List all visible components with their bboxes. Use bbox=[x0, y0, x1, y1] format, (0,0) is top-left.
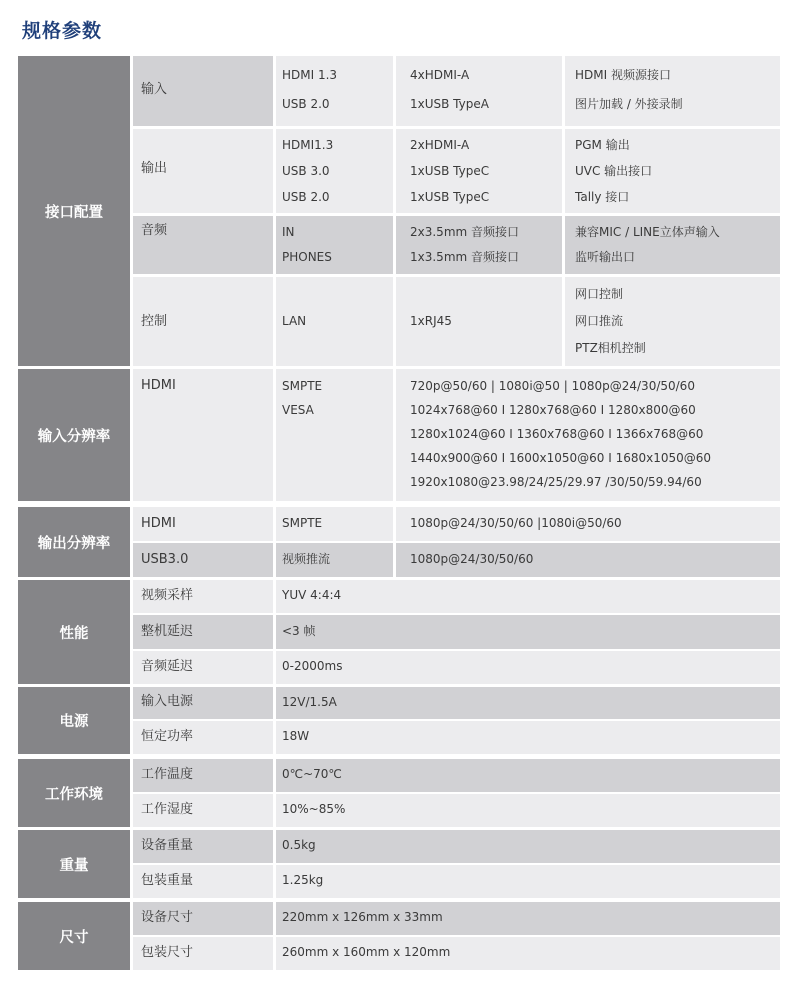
audio-col3-line: 兼容MIC / LINE立体声输入 bbox=[575, 225, 720, 239]
output-col2-line: 1xUSB TypeC bbox=[410, 164, 490, 178]
input-col3-line: 图片加载 / 外接录制 bbox=[575, 97, 683, 111]
size-header: 尺寸 bbox=[18, 902, 130, 970]
output-col1 bbox=[276, 129, 393, 213]
output-col1-line: USB 2.0 bbox=[282, 190, 330, 204]
performance-label-cell bbox=[133, 580, 273, 613]
power-label: 恒定功率 bbox=[141, 729, 194, 744]
performance-value-cell bbox=[276, 651, 780, 684]
input-col1-line: USB 2.0 bbox=[282, 97, 330, 111]
input-res-line: 1024x768@60 I 1280x768@60 I 1280x800@60 bbox=[410, 403, 696, 417]
performance-label: 整机延迟 bbox=[141, 624, 194, 639]
performance-label-cell bbox=[133, 651, 273, 684]
audio-col2-line: 2x3.5mm 音频接口 bbox=[410, 225, 520, 239]
power-label: 输入电源 bbox=[141, 694, 194, 709]
input-res-standard: SMPTE bbox=[282, 379, 323, 393]
environment-value: 0℃~70℃ bbox=[282, 767, 342, 781]
output-col3-line: Tally 接口 bbox=[575, 190, 630, 204]
output-res-standard: 视频推流 bbox=[282, 552, 331, 566]
size-label: 包装尺寸 bbox=[141, 945, 194, 960]
output-res-label-cell bbox=[133, 543, 273, 577]
output-res-value bbox=[396, 507, 780, 541]
size-section bbox=[18, 902, 780, 970]
input-res-label: HDMI bbox=[141, 378, 176, 393]
input-res-line: 1920x1080@23.98/24/25/29.97 /30/50/59.94/60 bbox=[410, 475, 702, 489]
control-label-cell bbox=[133, 277, 273, 366]
audio-col1 bbox=[276, 216, 393, 274]
output-label-cell bbox=[133, 129, 273, 213]
input-res-list bbox=[396, 369, 780, 501]
performance-label: 音频延迟 bbox=[141, 659, 194, 674]
control-col3 bbox=[565, 277, 780, 366]
performance-value-cell bbox=[276, 615, 780, 649]
input-res-label-cell bbox=[133, 369, 273, 501]
interface-section bbox=[18, 56, 780, 366]
weight-value-cell bbox=[276, 865, 780, 898]
output-resolution-header: 输出分辨率 bbox=[18, 507, 130, 577]
input-res-line: 1440x900@60 I 1600x1050@60 I 1680x1050@60 bbox=[410, 451, 712, 465]
power-section bbox=[18, 687, 780, 754]
input-res-line: 1280x1024@60 I 1360x768@60 I 1366x768@60 bbox=[410, 427, 704, 441]
environment-label-cell bbox=[133, 794, 273, 827]
input-res-line: 720p@50/60 | 1080i@50 | 1080p@24/30/50/60 bbox=[410, 379, 695, 393]
output-col1-line: HDMI1.3 bbox=[282, 138, 334, 152]
control-col2-line: 1xRJ45 bbox=[410, 314, 452, 328]
environment-value: 10%~85% bbox=[282, 802, 346, 816]
size-label-cell bbox=[133, 937, 273, 970]
environment-label: 工作温度 bbox=[141, 767, 194, 782]
input-col3 bbox=[565, 56, 780, 126]
control-label: 控制 bbox=[141, 314, 168, 329]
power-value: 12V/1.5A bbox=[282, 695, 337, 709]
size-value-cell bbox=[276, 937, 780, 970]
performance-value-cell bbox=[276, 580, 780, 613]
performance-label-cell bbox=[133, 615, 273, 649]
output-res-label: HDMI bbox=[141, 516, 176, 531]
weight-value: 1.25kg bbox=[282, 873, 324, 887]
control-col2 bbox=[396, 277, 562, 366]
size-value: 260mm x 160mm x 120mm bbox=[282, 945, 451, 959]
environment-value-cell bbox=[276, 794, 780, 827]
performance-value: 0-2000ms bbox=[282, 659, 343, 673]
power-value: 18W bbox=[282, 729, 310, 743]
input-col1-line: HDMI 1.3 bbox=[282, 68, 338, 82]
power-value-cell bbox=[276, 687, 780, 719]
audio-col3-line: 监听输出口 bbox=[575, 250, 636, 264]
output-col2-line: 1xUSB TypeC bbox=[410, 190, 490, 204]
control-col1 bbox=[276, 277, 393, 366]
performance-section bbox=[18, 580, 780, 684]
output-col1-line: USB 3.0 bbox=[282, 164, 330, 178]
page-title: 规格参数 bbox=[22, 20, 103, 42]
audio-col1-line: IN bbox=[282, 225, 295, 239]
size-label-cell bbox=[133, 902, 273, 935]
output-res-label-cell bbox=[133, 507, 273, 541]
weight-label-cell bbox=[133, 830, 273, 863]
control-col3-line: 网口推流 bbox=[575, 314, 624, 328]
audio-col3 bbox=[565, 216, 780, 274]
environment-label: 工作湿度 bbox=[141, 802, 194, 817]
power-label-cell bbox=[133, 721, 273, 754]
performance-label: 视频采样 bbox=[141, 588, 194, 603]
input-col2-line: 1xUSB TypeA bbox=[410, 97, 489, 111]
power-label-cell bbox=[133, 687, 273, 719]
output-res-standard: SMPTE bbox=[282, 516, 323, 530]
output-col2 bbox=[396, 129, 562, 213]
weight-value: 0.5kg bbox=[282, 838, 316, 852]
power-header: 电源 bbox=[18, 687, 130, 754]
weight-label: 包装重量 bbox=[141, 873, 194, 888]
output-res-value-text: 1080p@24/30/50/60 |1080i@50/60 bbox=[410, 516, 622, 530]
output-col3-line: UVC 输出接口 bbox=[575, 164, 653, 178]
output-col3 bbox=[565, 129, 780, 213]
input-col1 bbox=[276, 56, 393, 126]
output-label: 输出 bbox=[141, 161, 168, 176]
input-resolution-header: 输入分辨率 bbox=[18, 369, 130, 501]
output-col2-line: 2xHDMI-A bbox=[410, 138, 470, 152]
size-value-cell bbox=[276, 902, 780, 935]
audio-col1-line: PHONES bbox=[282, 250, 332, 264]
weight-label-cell bbox=[133, 865, 273, 898]
size-label: 设备尺寸 bbox=[141, 910, 194, 925]
size-value: 220mm x 126mm x 33mm bbox=[282, 910, 443, 924]
environment-label-cell bbox=[133, 759, 273, 792]
input-col3-line: HDMI 视频源接口 bbox=[575, 68, 671, 82]
environment-section bbox=[18, 759, 780, 827]
control-col1-line: LAN bbox=[282, 314, 307, 328]
control-col3-line: 网口控制 bbox=[575, 287, 624, 301]
audio-label-cell bbox=[133, 216, 273, 274]
performance-value: YUV 4:4:4 bbox=[282, 588, 342, 602]
output-res-label: USB3.0 bbox=[141, 552, 189, 567]
output-resolution-section bbox=[18, 507, 780, 577]
audio-label: 音频 bbox=[141, 223, 168, 238]
output-res-value bbox=[396, 543, 780, 577]
audio-col2 bbox=[396, 216, 562, 274]
weight-value-cell bbox=[276, 830, 780, 863]
output-col3-line: PGM 输出 bbox=[575, 138, 630, 152]
weight-header: 重量 bbox=[18, 830, 130, 898]
input-resolution-section bbox=[18, 369, 780, 501]
input-label: 输入 bbox=[141, 82, 168, 97]
control-col3-line: PTZ相机控制 bbox=[575, 341, 646, 355]
input-res-standard: VESA bbox=[282, 403, 314, 417]
output-res-value-text: 1080p@24/30/50/60 bbox=[410, 552, 534, 566]
output-res-col1 bbox=[276, 507, 393, 541]
power-value-cell bbox=[276, 721, 780, 754]
environment-header: 工作环境 bbox=[18, 759, 130, 827]
input-col2 bbox=[396, 56, 562, 126]
input-col2-line: 4xHDMI-A bbox=[410, 68, 470, 82]
weight-section bbox=[18, 830, 780, 898]
input-label-cell bbox=[133, 56, 273, 126]
interface-header: 接口配置 bbox=[18, 56, 130, 366]
input-res-col1 bbox=[276, 369, 393, 501]
performance-header: 性能 bbox=[18, 580, 130, 684]
output-res-col1 bbox=[276, 543, 393, 577]
performance-value: <3 帧 bbox=[282, 624, 316, 638]
audio-col2-line: 1x3.5mm 音频接口 bbox=[410, 250, 520, 264]
environment-value-cell bbox=[276, 759, 780, 792]
weight-label: 设备重量 bbox=[141, 838, 194, 853]
